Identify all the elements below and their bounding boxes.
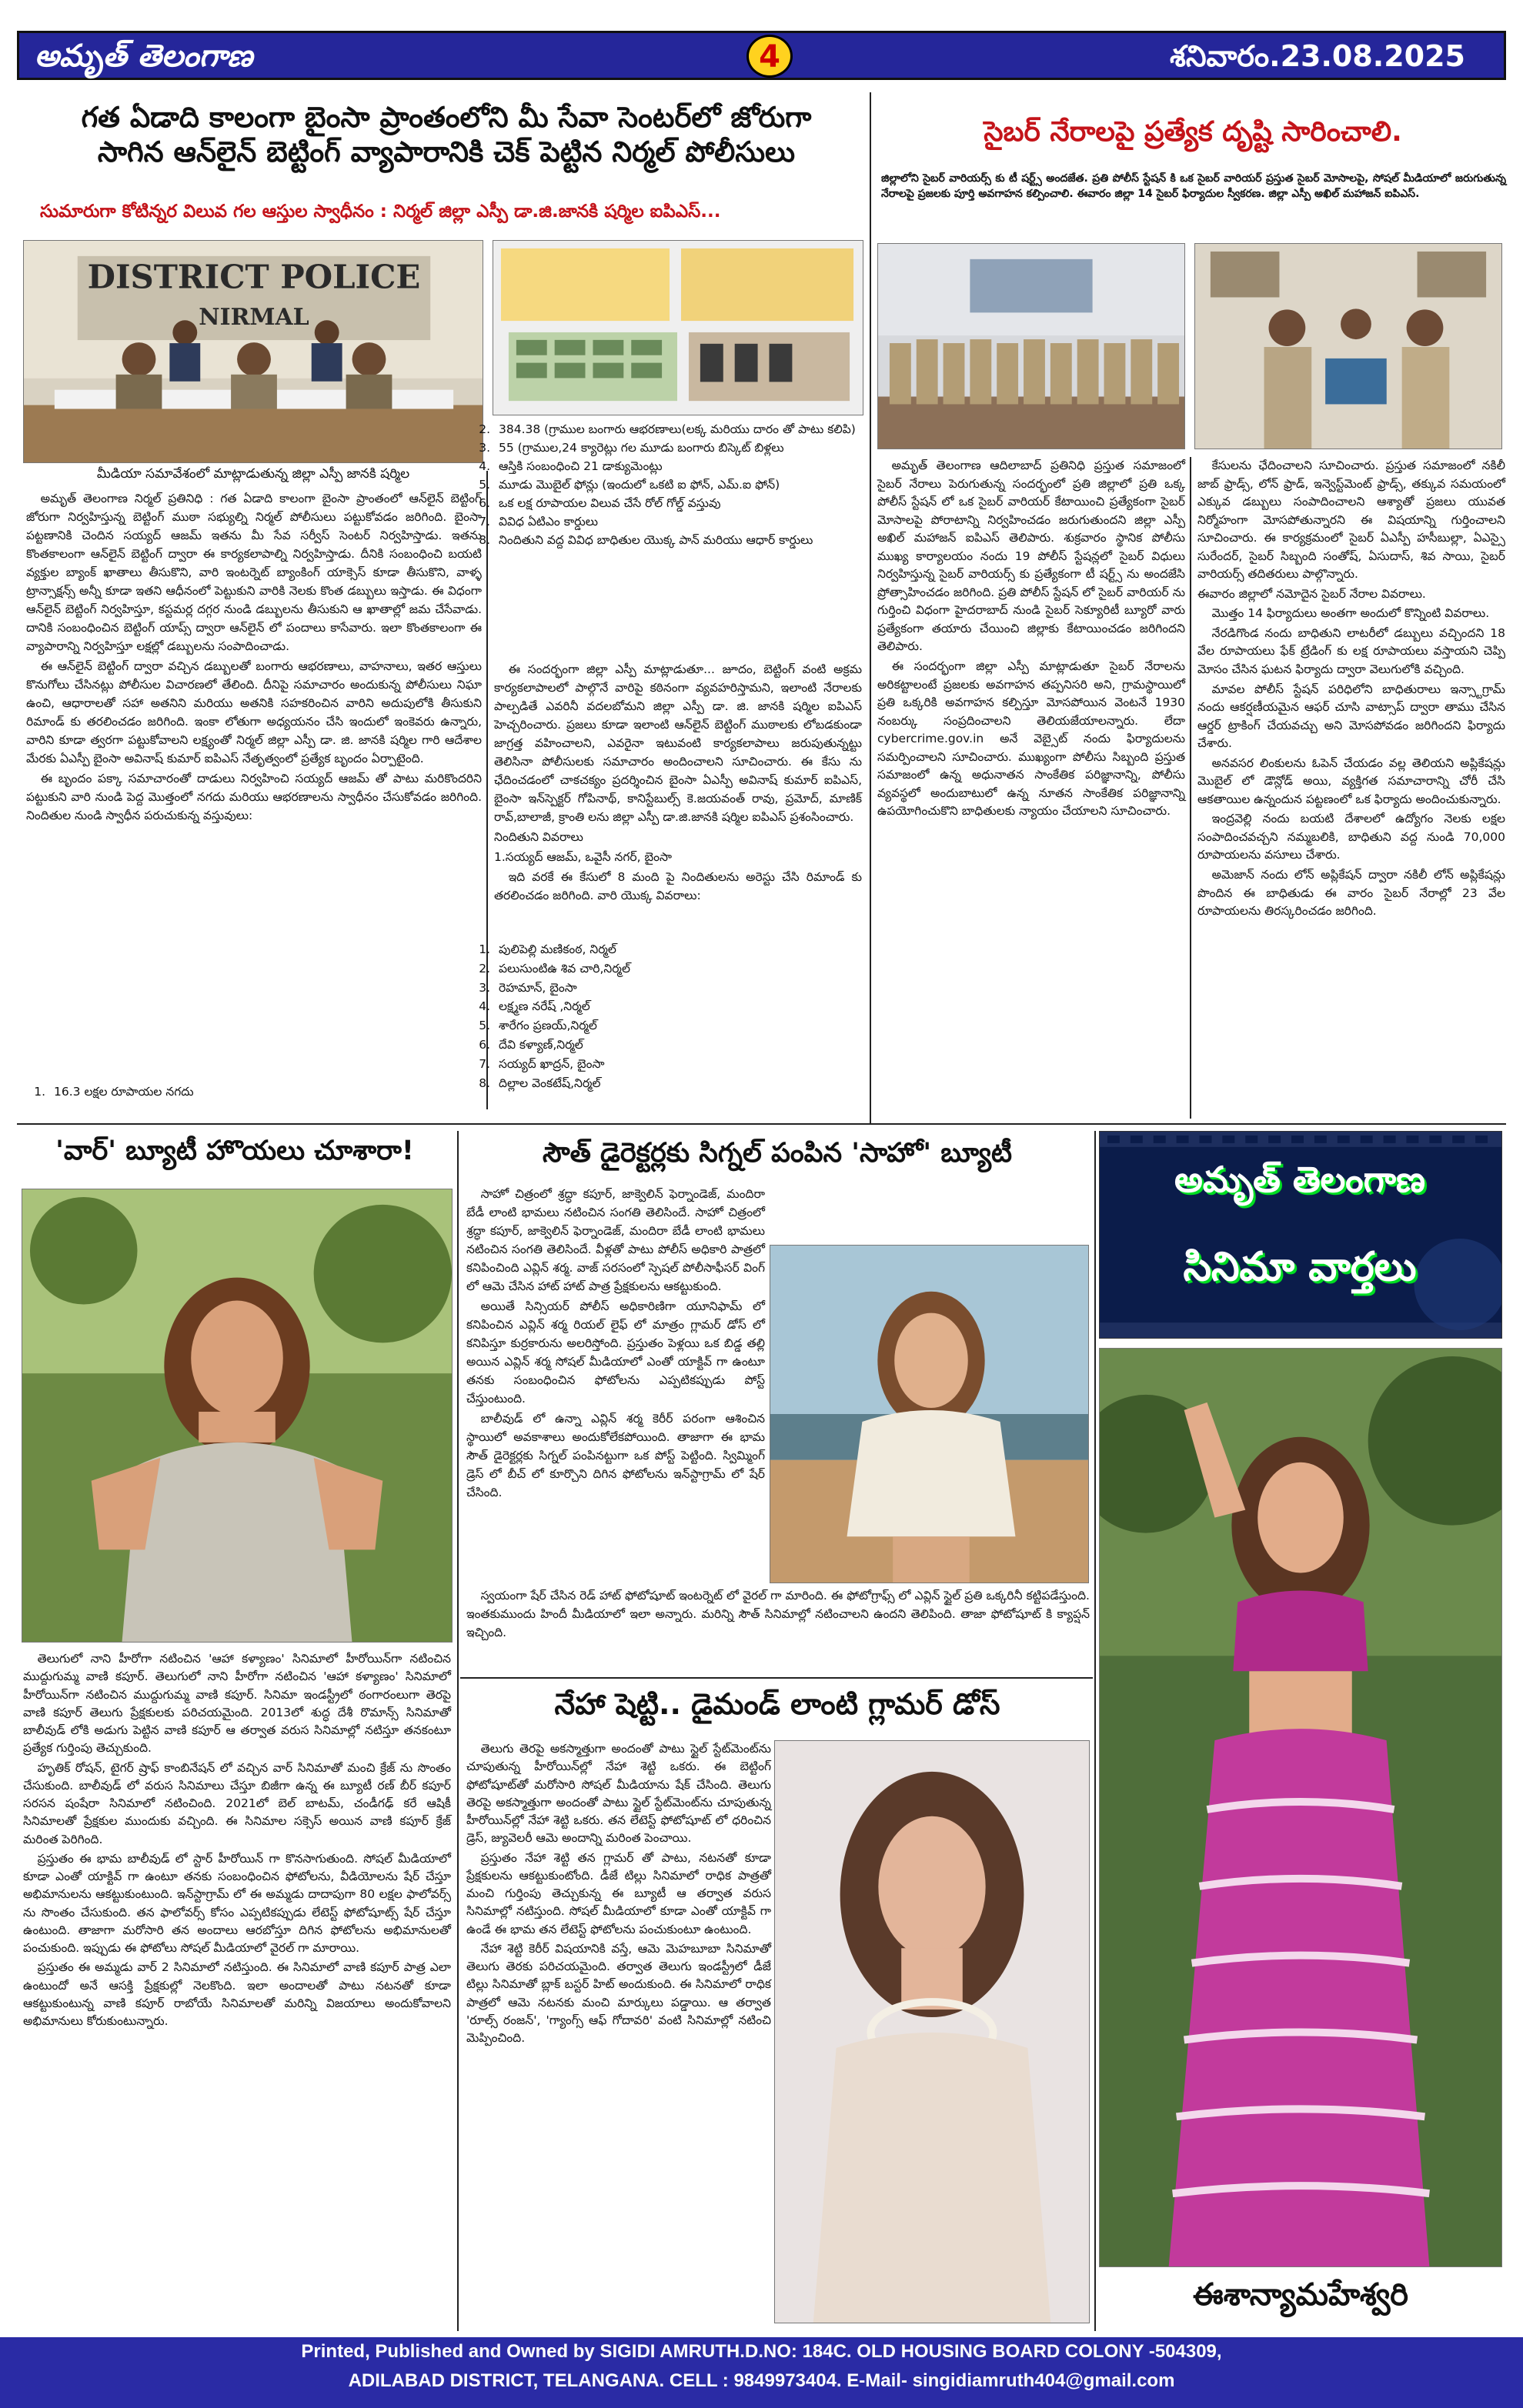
section-divider [460, 1677, 1093, 1679]
tshirt-handover-photo [1194, 243, 1502, 449]
seized-items-list-col2 [471, 420, 863, 549]
list-item: 4. లక్ష్మణ నరేష్ ,నిర్మల్ [494, 997, 863, 1016]
list-item: 7. వివిధ ఏటిఎం కార్డులు [494, 512, 863, 531]
banner-paper-name: అమృత్ తెలంగాణ [1174, 1159, 1425, 1200]
list-item: 3. రెహమాన్, బైంసా [494, 979, 863, 998]
accused-list [471, 940, 863, 1092]
neha-shetty-photo [774, 1740, 1090, 2323]
article2-headline: సైబర్ నేరాలపై ప్రత్యేక దృష్టి సారించాలి. [984, 116, 1402, 148]
list-item: 8. దిల్లాల వెంకటేష్,నిర్మల్ [494, 1074, 863, 1093]
list-item: 1. పులిపెల్లి మణికంఠ, నిర్మల్ [494, 940, 863, 959]
list-item: 7. సయ్యద్ ఖాద్రన్, బైంసా [494, 1055, 863, 1074]
article1-headline: గత ఏడాది కాలంగా బైంసా ప్రాంతంలోని మీ సేవా సెంటర్‌లో జోరుగా సాగిన ఆన్‌లైన్ బెట్టింగ్ వ్యాపారానికి చెక్ పెట్టిన నిర్మల్ పోలీసులు [81, 101, 812, 169]
banner-section-name: సినిమా వార్తలు [1183, 1243, 1417, 1290]
imprint-line2: ADILABAD DISTRICT, TELANGANA. CELL : 9849973404. E-Mail- singidiamruth404@gmail.com [348, 2370, 1175, 2391]
masthead [17, 31, 1506, 80]
list-item: 6. ఒక లక్ష రూపాయల విలువ చేసే రోల్ గోల్డ్ వస్తువు [494, 494, 863, 512]
svg-text:NIRMAL: NIRMAL [199, 304, 309, 332]
column-rule [1190, 457, 1191, 1119]
imprint-footer [0, 2337, 1523, 2408]
article2-col2-body: కేసులను ఛేదించాలని సూచించారు. ప్రస్తుత సమాజంలో నకిలీ జాబ్ ఫ్రాడ్స్, లోన్ ఫ్రాడ్, ఇన్వెస్ట్‌మెంట్ ఫ్రాడ్స్, తక్కువ సమయంలో ఎక్కువ డబ్బులు సంపాదించాలని ఆశ్యాతో ప్రజలు యువత నిర్మోహంగా మోసపోతున్నారని ఈ విషయాన్ని గుర్తించాలని సూచించారు. ఈ కార్యక్రమంలో సైబర్ ఏఎస్పీ హసీబుల్లా, ఏఎస్సై సురేందర్, సైబర్ సిబ్బంది సంతోష్, ఏసుదాస్, శివ సాయి, సైబర్ వారియర్స్ తదితరులు పాల్గొన్నారు. ఈవారం జిల్లాలో నమోదైన సైబర్ నేరాల వివరాలు. మొత్తం 14 ఫిర్యాదులు అంతగా అందులో కొన్నింటి వివరాలు. నేరడిగొండ నందు బాధితుని లాటరీలో డబ్బులు వచ్చిందని 18 వేల రూపాయలు ఫేక్ ట్రేడింగ్ కు లక్ష రూపాయలు వస్తాయని చెప్పి మోసం చేసిన ఘటన ఫిర్యాదు ద్వారా వెలుగులోకి వచ్చింది. మావల పోలీస్ స్టేషన్ పరిధిలోని బాధితురాలు ఇన్స్టాగ్రామ్ నందు ఆకర్షణీయమైన ఆఫర్ చూసి వాట్సాప్ ద్వారా తాము చేసిన ఆర్డర్ ట్రాకింగ్ చేయవచ్చు అని మోసపోవడం జరిగిందని ఫిర్యాదు చేశారు. అనవసర లింకులను ఓపెన్ చేయడం వల్ల తెలియని అప్లికేషన్లు మొబైల్ లో డౌన్లోడ్ అయి, వ్యక్తిగత సమాచారాన్ని చోరీ చేసి ఆకతాయిల ఉన్నందున పట్టణంలో ఒక ఫిర్యాదు అందించుకున్నారు. ఇంద్రవెల్లి నందు బయటి దేశాలలో ఉద్యోగం నెలకు లక్షల సంపాదించవచ్చని నమ్మబలికి, బాధితుని వద్ద నుండి 70,000 రూపాయలను వసూలు చేశారు. అమెజాన్ నందు లోన్ అప్లికేషన్ ద్వారా నకిలీ లోన్ అప్లికేషన్లు పొందిన ఈ బాధితుడు ఈ వారం సైబర్ నేరాల్లో 23 వేల రూపాయలను తిరస్కరించడం జరిగింది. [1197, 459, 1505, 919]
list-item: 3. 55 (గ్రాముల,24 క్యారెట్లు గల మూడు బంగారు బిస్కెట్ బిళ్లలు [494, 439, 863, 457]
list-item: 5. శారేగం ప్రణయ్,నిర్మల్ [494, 1016, 863, 1036]
list-item: 4. ఆస్తికి సంబంధించి 21 డాక్యుమెంట్లు [494, 457, 863, 475]
article1-col1-body: అమృత్ తెలంగాణ నిర్మల్ ప్రతినిధి : గత ఏడాది కాలంగా బైంసా ప్రాంతంలో ఆన్‌లైన్ బెట్టింగ్ జోరుగా నిర్వహిస్తున్న బెట్టింగ్ ముఠా సభ్యుల్ని నిర్మల్ పోలీసులు పట్టుకోవడం జరిగింది. బైంసా పట్టణానికి చెందిన సయ్యద్ ఆజమ్ ఇతను మీ సేవ సర్వీస్ సెంటర్ నిర్వహిస్తాడు. ఇతను కొంతకాలంగా ఆన్‌లైన్ బెట్టింగ్ ద్వారా ఈ కార్యకలాపాల్ని నిర్వహిస్తాడు. దీనికి సంబంధించి బయటి వ్యక్తుల బ్యాంక్ ఖాతాలు తీసుకొని, వారి ఇంటర్నెట్ బ్యాంకింగ్ యాక్సెస్ కూడా తీసుకొని, వాళ్ళ ట్రాన్సాక్షన్స్ అన్నీ కూడా ఇతని ఆధీనంలో పెట్టుకుని వారికి నెలకు కొంత డబ్బులు ఇస్తాడు. ఈ విధంగా ఆన్‌లైన్ బెట్టింగ్ నిర్వహిస్తూ, కస్టమర్ల దగ్గర నుండి డబ్బులను తీసుకుని ఆ ఖాతాల్లో జమ చేసేవాడు. దానికి సంబంధించిన బెట్టింగ్ యాప్స్ ద్వారా ఆన్‌లైన్ లో పందాలు కాసేవారు. ఇలా కొంతకాలంగా ఈ వ్యాపారాన్ని నిర్వహిస్తూ లక్షల్లో డబ్బులను సంపాదించాడు. ఈ ఆన్‌లైన్ బెట్టింగ్ ద్వారా వచ్చిన డబ్బులతో బంగారు ఆభరణాలు, వాహనాలు, ఇతర ఆస్తులు కొనుగోలు చేసినట్లు పోలీసుల విచారణలో తేలింది. దీనిపై సమాచారం అందుకున్న పోలీసులు నిఘా ఉంచి, ఆధారాలతో సహా అతనిని మరియు అతనికి సహకరించిన వారిని అదుపులోకి తీసుకుని రిమాండ్ కు తరలించడం జరిగింది. ఇంకా లోతుగా అధ్యయనం చేసి ఇందులో ఇంకెవరు ఉన్నారు, వారిని కూడా త్వరగా పట్టుకోవాలని లక్ష్యంతో నిర్మల్ జిల్లా ఎస్పీ డా. జి. జానకి షర్మిల గారి ఆదేశాల మేరకు ఏఎస్పీ బైంసా అవినాష్ కుమార్ ఐపిఎస్ నేతృత్వంలో ప్రత్యేక బృందం ఏర్పాటైంది. ఈ బృందం పక్కా సమాచారంతో దాడులు నిర్వహించి సయ్యద్ ఆజమ్ తో పాటు మరికొందరిని పట్టుకుని వారి నుండి పెద్ద మొత్తంలో నగదు మరియు ఆభరణాలను స్వాధీనం చేసుకోవడం జరిగింది. నిందితుల నుండి స్వాధీన పరుచుకున్న వస్తువులు: [26, 492, 482, 823]
article4-headline: సౌత్ డైరెక్టర్లకు సిగ్నల్ పంపిన 'సాహో' బ్యూటీ [542, 1138, 1013, 1169]
article2-col1-body: అమృత్ తెలంగాణ ఆదిలాబాద్ ప్రతినిధి ప్రస్తుత సమాజంలో సైబర్ నేరాలు పెరుగుతున్న సందర్భంలో ప్రతి జిల్లాలో ప్రతి ఒక్క పోలీస్ స్టేషన్ లో ఒక సైబర్ వారియర్ కేటాయించి ప్రత్యేకంగా సైబర్ మోసాలపై పోరాటాన్ని నిర్వహించడం జరుగుతుందని జిల్లా ఎస్పీ అఖిల్ మహాజన్ ఐపిఎస్ తెలిపారు. శుక్రవారం స్థానిక పోలీసు ముఖ్య కార్యాలయం నందు 19 పోలీస్ స్టేషన్లలో సైబర్ విధులు నిర్వహిస్తున్న సైబర్ వారియర్స్ కు ప్రత్యేకంగా టీ షర్ట్స్ ను అందజేసి ప్రోత్సాహించడం జరిగింది. ప్రతి పోలీస్ స్టేషన్ లో సైబర్ వారియర్ ను గుర్తించి విధంగా హైదరాబాద్ నుండి సైబర్ సెక్యూరిటీ బ్యూరో వారు ప్రత్యేకంగా తయారు చేయించి జిల్లాకు కేటాయించడం జరిగిందని తెలిపారు. ఈ సందర్భంగా జిల్లా ఎస్పీ మాట్లాడుతూ సైబర్ నేరాలను అరికట్టాలంటే ప్రజలకు అవగాహన తప్పనిసరి అని, గ్రామస్థాయిలో ప్రతి ఒక్కరికి అవగాహన కల్పిస్తూ మోసపోయిన వెంటనే 1930 నంబర్కు సంప్రదించాలని తెలియజేయాలన్నారు. లేదా cybercrime.gov.in అనే వెబ్సైట్ నందు ఫిర్యాదులను సమర్పించాలని సూచించారు. ముఖ్యంగా పోలీసు సిబ్బంది ప్రస్తుత సమాజంలో ఉన్న అధునాతన సాంకేతిక పరిజ్ఞానాన్ని, పోలీసు వ్యవస్థలో అందుబాటులో ఉన్న నూతన సాంకేతిక పరిజ్ఞానాన్ని ఉపయోగించుకొని బాధితులకు న్యాయం చేయాలని సూచించారు. [877, 459, 1185, 819]
article3-body: తెలుగులో నాని హీరోగా నటించిన 'ఆహా కళ్యాణం' సినిమాలో హీరోయిన్‌గా నటించిన ముద్దుగుమ్మ వాణి కపూర్. తెలుగులో నాని హీరోగా నటించిన 'ఆహా కళ్యాణం' సినిమాలో హీరోయిన్‌గా నటించిన ముద్దుగుమ్మ వాణి కపూర్. సినిమా ఇండస్ట్రీలో ఠంగారంలుగా తెరపై వాణి కపూర్ తెలుగు ప్రేక్షకులకు పరిచయమైంది. 2013లో శుద్ధ దేశీ రొమాన్స్ సినిమాతో బాలీవుడ్ లోకి అడుగు పెట్టిన వాణి కపూర్ ఆ తర్వాత వరుస సినిమాల్లో నటిస్తూ తనకంటూ ప్రత్యేక గుర్తింపు తెచ్చుకుంది. హృతిక్ రోషన్, టైగర్ ష్రాఫ్ కాంబినేషన్ లో వచ్చిన వార్ సినిమాతో మంచి క్రేజ్ ను సొంతం చేసుకుంది. బాలీవుడ్ లో వరుస సినిమాలు చేస్తూ బిజీగా ఉన్న ఈ బ్యూటీ రణ్ బీర్ కపూర్ సరసన షంషేరా సినిమాలో నటించింది. 2021లో బెల్ బాటమ్, చండీగఢ్ కరే ఆషికీ సినిమాలతో ప్రేక్షకుల ముందుకు వచ్చింది. ఈ సినిమాల సక్సెస్ అయిన వాణి కపూర్ క్రేజ్ మరింత పెరిగింది. ప్రస్తుతం ఈ భామ బాలీవుడ్ లో స్టార్ హీరోయిన్ గా కొనసాగుతుంది. సోషల్ మీడియాలో కూడా ఎంతో యాక్టివ్ గా ఉంటూ తనకు సంబంధించిన ఫోటోలను, వీడియోలను షేర్ చేస్తూ అభిమానులను ఆకట్టుకుంటుంది. ఇన్‌స్టాగ్రామ్ లో ఈ అమ్మడు దాదాపుగా 80 లక్షల ఫాలోవర్స్ ను సొంతం చేసుకుంది. తన ఫాలోవర్స్ కోసం ఎప్పటికప్పుడు లేటెస్ట్ ఫోటోషూట్స్ షేర్ చేస్తూ ఉంటుంది. తాజాగా మరోసారి తన అందాలు ఆరబోస్తూ దిగిన ఫోటోలను అభిమానులతో పంచుకుంది. ఇప్పుడు ఈ ఫోటోలు సోషల్ మీడియాలో వైరల్ గా మారాయి. ప్రస్తుతం ఈ అమ్మడు వార్ 2 సినిమాలో నటిస్తుంది. ఈ సినిమాలో వాణి కపూర్ పాత్ర ఎలా ఉంటుందో అనే ఆసక్తి ప్రేక్షకుల్లో నెలకొంది. ఇలా అందాలతో పాటు నటనతో కూడా ఆకట్టుకుంటున్న వాణి కపూర్ రాబోయే సినిమాలతో మరిన్ని విజయాలు అందుకోవాలని అభిమానులు కోరుకుంటున్నారు. [23, 1652, 451, 2028]
list-item: 1. 16.3 లక్షల రూపాయల నగదు [49, 1082, 480, 1102]
list-item: 2. పలుసుంటిఉ శివ చారి,నిర్మల్ [494, 959, 863, 979]
article3-headline: 'వార్' బ్యూటీ హొయలు చూశారా! [55, 1136, 414, 1166]
article1-col2-body: ఈ సందర్భంగా జిల్లా ఎస్పీ మాట్లాడుతూ... జూదం, బెట్టింగ్ వంటి అక్రమ కార్యకలాపాలలో పాల్గొనే వారిపై కఠినంగా వ్యవహరిస్తామని, ఇలాంటి నేరాలకు పాల్పడితే ఎవరినీ వదలబోమని జిల్లా ఎస్పీ డా. జి. జానకి షర్మిల ఐపిఎస్ హెచ్చరించారు. ప్రజలు కూడా ఇలాంటి ఆన్‌లైన్ బెట్టింగ్ ముఠాలకు లోబడకుండా జాగ్రత్త వహించాలని, ఎవరైనా ఇటువంటి కార్యకలాపాలు జరుపుతున్నట్టు తెలిసినా పోలీసులకు సమాచారం అందించాలని సూచించారు. ఈ కేసు ను ఛేదించడంలో చాకచక్యం ప్రదర్శించిన బైంసా ఏఎస్పీ అవినాష్ కుమార్ ఐపిఎస్, బైంసా ఇన్‌స్పెక్టర్ గోపినాథ్, కానిస్టేబుల్స్ కె.జయవంత్ రావు, ప్రమోద్, మాణిక్ రావ్,బాలాజీ, క్రాంతి లను జిల్లా ఎస్పీ డా.జి.జానకి షర్మిల ఐపిఎస్ ప్రశంసించారు. నిందితుని వివరాలు 1.సయ్యద్ ఆజమ్, ఒవైసీ నగర్, బైంసా ఇది వరకే ఈ కేసులో 8 మంది పై నిందితులను అరెస్టు చేసి రిమాండ్ కు తరలించడం జరిగింది. వారి యొక్క వివరాలు: [494, 662, 862, 903]
district-police-sign: DISTRICT POLICE [87, 258, 421, 296]
cyber-warriors-group-photo [877, 243, 1185, 449]
press-meet-caption: మీడియా సమావేశంలో మాట్లాడుతున్న జిల్లా ఎస్పీ జానకి షర్మిల [96, 466, 410, 482]
article5-headline: నేహా షెట్టి.. డైమండ్ లాంటి గ్లామర్ డోస్ [554, 1687, 1000, 1721]
section-divider [870, 92, 871, 1123]
article5-body: తెలుగు తెరపై అకస్మాత్తుగా అందంతో పాటు స్టైల్ స్టేట్‌మెంట్‌ను చూపుతున్న హీరోయిన్‌ల్లో నేహా శెట్టి ఒకరు. ఈ బెట్టింగ్ ఫోటోషూట్‌తో మరోసారి సోషల్ మీడియాను షేక్ చేసింది. తెలుగు తెరపై అకస్మాత్తుగా అందంతో పాటు స్టైల్ స్టేట్‌మెంట్‌ను చూపుతున్న హీరోయిన్‌ల్లో నేహా శెట్టి ఒకరు. తన లేటెస్ట్ ఫోటోషూట్ లో ధరించిన డ్రెస్, జ్యువెలరీ ఆమె అందాన్ని మరింత పెంచాయి. ప్రస్తుతం నేహా శెట్టి తన గ్లామర్ తో పాటు, నటనతో కూడా ప్రేక్షకులను ఆకట్టుకుంటోంది. డీజే టిల్లు సినిమాలో రాధిక పాత్రతో మంచి గుర్తింపు తెచ్చుకున్న ఈ బ్యూటీ ఆ తర్వాత వరుస సినిమాల్లో నటిస్తుంది. సోషల్ మీడియాలో కూడా ఎంతో యాక్టివ్ గా ఉండే ఈ భామ తన లేటెస్ట్ ఫోటోలను పంచుకుంటూ ఉంటుంది. నేహా శెట్టి కెరీర్ విషయానికి వస్తే, ఆమె మెహబూబా సినిమాతో తెలుగు తెరకు పరిచయమైంది. తర్వాత తెలుగు ఇండస్ట్రీలో డీజే టిల్లు సినిమాతో బ్లాక్ బస్టర్ హిట్ అందుకుంది. ఈ సినిమాలో రాధిక పాత్రలో ఆమె నటనకు మంచి మార్కులు పడ్డాయి. ఆ తర్వాత 'రూల్స్ రంజన్', 'గ్యాంగ్స్ ఆఫ్ గోదావరి' వంటి సినిమాల్లో నటించి మెప్పించింది. [466, 1742, 771, 2045]
right-photo-caption: ఈశాన్యామహేశ్వరి [1193, 2277, 1408, 2313]
section-divider [17, 1123, 1506, 1125]
column-rule [1094, 1131, 1096, 2331]
press-meet-photo [23, 240, 483, 463]
list-item: 8. నిందితుని వద్ద వివిధ బాధితుల యొక్క పాన్ మరియు ఆధార్ కార్డులు [494, 531, 863, 549]
list-item: 5. మూడు మొబైల్ ఫోన్లు (ఇందులో ఒకటి ఐ ఫోన్, ఎమ్.ఐ ఫోన్) [494, 475, 863, 494]
evelyn-sharma-photo [770, 1245, 1089, 1583]
eesha-rebba-saree-photo [1099, 1348, 1502, 2267]
list-item: 6. దేవి కళ్యాణ్,నిర్మల్ [494, 1036, 863, 1055]
list-item: 2. 384.38 (గ్రాముల బంగారు ఆభరణాలు(లక్క మరియు దారం తో పాటు కలిపి) [494, 420, 863, 439]
article4-body-col1: సాహో చిత్రంలో శ్రద్ధా కపూర్, జాక్వెలిన్ ఫెర్నాండెజ్, మందిరా బేడీ లాంటి భామలు నటించిన సంగతి తెలిసిందే. సాహో చిత్రంలో శ్రద్ధా కపూర్, జాక్వెలిన్ ఫెర్నాండెజ్, మందిరా బేడీ లాంటి భామలు నటించిన సంగతి తెలిసిందే. వీళ్లతో పాటు పోలీస్ అధికారి పాత్రలో కనిపించింది ఎవ్లిన్ శర్మ. వాజ్ సరసంలో స్పెషల్ పోలీసాఫీసర్ వింగ్ లో ఆమె చేసిన హాట్ హాట్ పాత్ర ప్రేక్షకులను ఆకట్టుకుంది. అయితే సిన్సియర్ పోలీస్ అధికారిణిగా యూనిఫామ్ లో కనిపించిన ఎవ్లిన్ శర్మ రియల్ లైఫ్ లో మాత్రం గ్లామర్ డోస్ లో కనిపిస్తూ కుర్రకారును అలరిస్తోంది. ప్రస్తుతం పెళ్లయి ఒక బిడ్డ తల్లి అయిన ఎవ్లిన్ శర్మ సోషల్ మీడియాలో ఎంతో యాక్టివ్ గా ఉంటూ తనకు సంబంధించిన ఫోటోలను ఎప్పటికప్పుడు పోస్ట్ చేస్తుంటుంది. బాలీవుడ్ లో ఉన్నా ఎవ్లిన్ శర్మ కెరీర్ పరంగా ఆశించిన స్థాయిలో అవకాశాలు అందుకోలేకపోయింది. తాజాగా ఈ భామ సౌత్ డైరెక్టర్లకు సిగ్నల్ పంపినట్టుగా ఒక పోస్ట్ పెట్టింది. స్విమ్మింగ్ డ్రెస్ లో బీచ్ లో కూర్చొని దిగిన ఫోటోలను ఇన్‌స్టాగ్రామ్ లో షేర్ చేసింది. [466, 1187, 765, 1500]
seized-items-list-col1 [26, 1082, 480, 1102]
paper-title: అమృత్ తెలంగాణ [35, 38, 253, 74]
seized-items-photo [493, 240, 863, 415]
page-number-badge: 4 [746, 35, 793, 78]
issue-date: శనివారం.23.08.2025 [1169, 39, 1465, 73]
imprint-line1: Printed, Published and Owned by SIGIDI AMRUTH.D.NO: 184C. OLD HOUSING BOARD COLONY -504309, [301, 2341, 1222, 2362]
cinema-news-banner [1099, 1131, 1502, 1339]
article1-subheadline: సుమారుగా కోటిన్నర విలువ గల ఆస్తుల స్వాధీనం : నిర్మల్ జిల్లా ఎస్పీ డా.జి.జానకి షర్మిల ఐపిఎస్... [40, 202, 721, 222]
column-rule [457, 1131, 459, 2331]
article2-intro: జిల్లాలోని సైబర్ వారియర్స్ కు టీ షర్ట్స్ అందజేత. ప్రతి పోలీస్ స్టేషన్ కి ఒక సైబర్ వారియర్ ప్రస్తుత సైబర్ మోసాలపై, సోషల్ మీడియాలో జరుగుతున్న నేరాలపై ప్రజలకు పూర్తి అవగాహన కల్పించాలి. ఈవారం జిల్లా 14 సైబర్ ఫిర్యాదుల స్వీకరణ. జిల్లా ఎస్పీ అఖిల్ మహాజన్ ఐపిఎస్. [881, 172, 1506, 201]
vaani-kapoor-photo [22, 1189, 453, 1643]
article4-body-bottom: స్వయంగా షేర్ చేసిన రెడ్ హాట్ ఫోటోషూట్ ఇంటర్నెట్ లో వైరల్ గా మారింది. ఈ ఫోటోగ్రాఫ్స్ లో ఎవ్లిన్ స్టైల్ ప్రతి ఒక్కరినీ కట్టిపడేస్తుంది. ఇంతకుముందు హిందీ మీడియాలో ఇలా అన్నారు. మరిన్ని సౌత్ సినిమాల్లో నటించాలని ఉందని తెలిపింది. తాజా ఫోటోషూట్ కి క్యాప్షన్ ఇచ్చింది. [466, 1589, 1090, 1640]
